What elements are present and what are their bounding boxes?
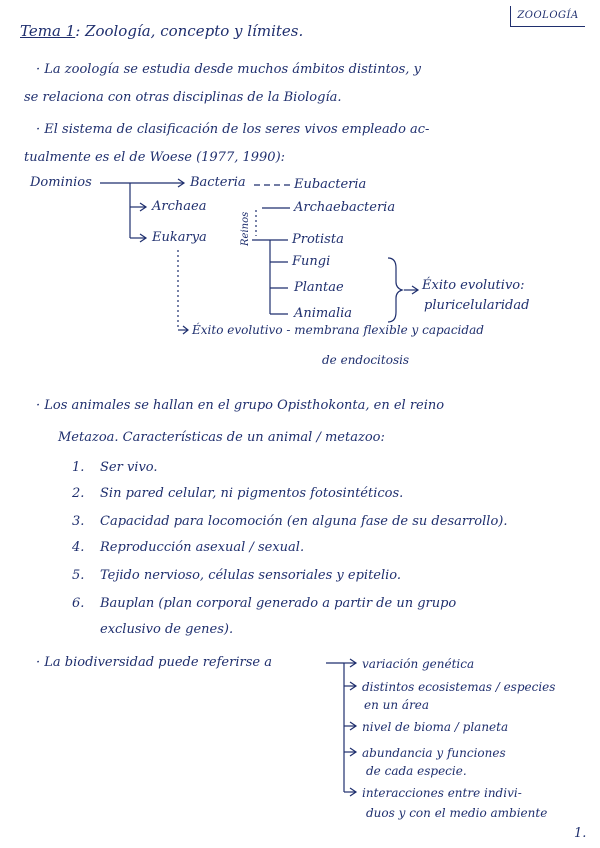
list-num: 6. xyxy=(72,596,85,611)
list-item: Reproducción asexual / sexual. xyxy=(100,540,305,555)
exito-pluricel-label: Éxito evolutivo: xyxy=(422,278,525,293)
exito-endocitosis: de endocitosis xyxy=(322,353,410,367)
exito-pluricel-value: pluricelularidad xyxy=(424,298,530,313)
tree-archaebacteria: Archaebacteria xyxy=(294,200,396,215)
biodiv-item: interacciones entre indivi- xyxy=(362,786,522,800)
list-num: 4. xyxy=(72,540,85,555)
biodiv-item: variación genética xyxy=(362,657,475,671)
list-item: Sin pared celular, ni pigmentos fotosintéticos. xyxy=(100,486,404,501)
para2-line1: · El sistema de clasificación de los seres vivos empleado ac- xyxy=(36,122,430,137)
tree-root: Dominios xyxy=(30,175,92,190)
list-num: 1. xyxy=(72,460,85,475)
para1-line2: se relaciona con otras disciplinas de la Biología. xyxy=(24,90,342,105)
list-num: 3. xyxy=(72,514,85,529)
biodiv-item: distintos ecosistemas / especies xyxy=(362,680,556,694)
kingdom-protista: Protista xyxy=(292,232,344,247)
list-num: 5. xyxy=(72,568,85,583)
para1-line1: · La zoología se estudia desde muchos ámbitos distintos, y xyxy=(36,62,421,77)
para2-line2: tualmente es el de Woese (1977, 1990): xyxy=(24,150,286,165)
tree-eubacteria: Eubacteria xyxy=(294,177,367,192)
biodiv-item-continued: de cada especie. xyxy=(366,764,467,778)
list-item-continued: exclusivo de genes). xyxy=(100,622,234,637)
tree-eukarya: Eukarya xyxy=(152,230,207,245)
subject-tag: ZOOLOGÍA xyxy=(510,6,585,27)
biodiversity-lead: · La biodiversidad puede referirse a xyxy=(36,655,272,670)
list-num: 2. xyxy=(72,486,85,501)
list-item: Ser vivo. xyxy=(100,460,158,475)
page-number: 1. xyxy=(574,826,587,841)
exito-membrana: Éxito evolutivo - membrana flexible y capacidad xyxy=(192,323,484,337)
kingdom-plantae: Plantae xyxy=(294,280,344,295)
list-item: Bauplan (plan corporal generado a partir de un grupo xyxy=(100,596,457,611)
para3-line2: Metazoa. Características de un animal / metazoo: xyxy=(58,430,385,445)
tree-archaea: Archaea xyxy=(152,199,207,214)
kingdom-fungi: Fungi xyxy=(292,254,331,269)
list-item: Tejido nervioso, células sensoriales y epitelio. xyxy=(100,568,402,583)
page-title xyxy=(20,22,303,40)
biodiv-item-continued: duos y con el medio ambiente xyxy=(366,806,548,820)
biodiv-item: nivel de bioma / planeta xyxy=(362,720,509,734)
kingdom-animalia: Animalia xyxy=(294,306,353,321)
title-label: Tema 1 xyxy=(20,22,76,40)
biodiv-item-continued: en un área xyxy=(364,698,430,712)
title-text: : Zoología, concepto y límites. xyxy=(75,22,304,40)
list-item: Capacidad para locomoción (en alguna fase de su desarrollo). xyxy=(100,514,508,529)
tree-bacteria: Bacteria xyxy=(190,175,246,190)
para3-line1: · Los animales se hallan en el grupo Opisthokonta, en el reino xyxy=(36,398,445,413)
biodiv-item: abundancia y funciones xyxy=(362,746,506,760)
tree-reinos: Reinos xyxy=(240,211,251,246)
